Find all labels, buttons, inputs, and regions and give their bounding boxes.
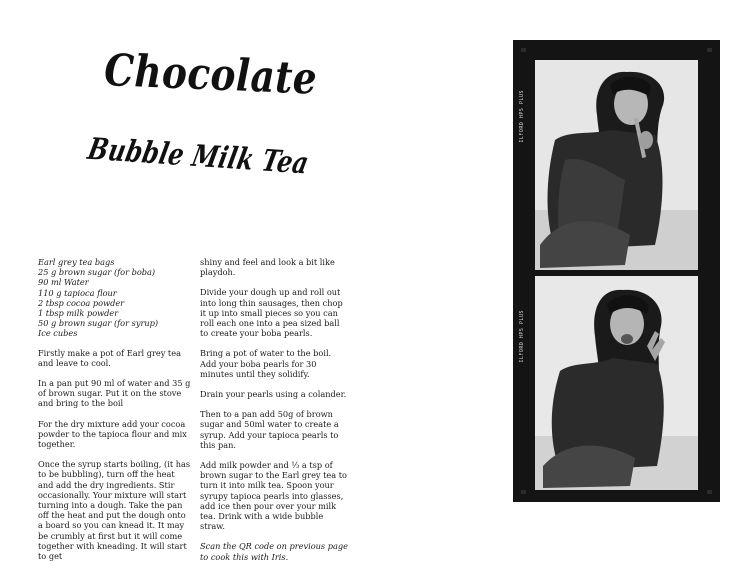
- ingredient-item: Earl grey tea bags: [38, 257, 115, 267]
- recipe-title-line2: Bubble Milk Tea: [84, 132, 312, 182]
- ingredient-item: 90 ml Water: [38, 277, 89, 288]
- method-paragraph: Divide your dough up and roll out into long thin sausages, then chop it up into small pieces so you can roll each one into a pea sized ball to create your boba pearls.: [200, 287, 343, 339]
- method-paragraph: For the dry mixture add your cocoa powder to the tapioca flour and mix together.: [38, 418, 187, 450]
- sprocket-hole: [521, 490, 526, 494]
- method-paragraph: Once the syrup starts boiling, (it has to be bubbling), turn off the heat and add the dry ingredients. Stir occasionally. Your mixture will start turning into a dough. Take the pan off the heat and put the dough onto a board so you can knead it. It may be crumbly at first but it will come together with kneading. It will start to get: [38, 459, 191, 562]
- sprocket-hole: [707, 490, 712, 494]
- method-paragraph: Add milk powder and ⅓ a tsp of brown sugar to the Earl grey tea to turn it into milk tea. Spoon your syrupy tapioca pearls into glasses, add ice then pour over your milk tea. Drink with a wide bubble straw.: [200, 460, 347, 532]
- photo-frame-1: [535, 60, 698, 270]
- method-paragraph: Drain your pearls using a colander.: [200, 389, 347, 400]
- closing-note: Scan the QR code on previous page to cook this with Iris.: [200, 541, 348, 562]
- ingredients-list: [38, 257, 192, 339]
- film-strip: [513, 40, 720, 502]
- ingredient-item: 110 g tapioca flour: [38, 287, 117, 298]
- ingredient-item: 50 g brown sugar (for syrup): [38, 318, 159, 329]
- ingredient-item: Ice cubes: [38, 328, 78, 339]
- method-paragraph: Firstly make a pot of Earl grey tea and leave to cool.: [38, 347, 181, 368]
- ingredient-item: 1 tbsp milk powder: [38, 308, 119, 319]
- method-paragraph: In a pan put 90 ml of water and 35 g of brown sugar. Put it on the stove and bring to the boil: [38, 378, 191, 409]
- portrait-photo-1: [535, 60, 698, 270]
- left-column: [38, 257, 192, 571]
- film-edge-label: ILFORD HP5 PLUS: [519, 90, 525, 143]
- photo-frame-2: [535, 276, 698, 490]
- right-column: [200, 257, 350, 572]
- method-paragraph: Then to a pan add 50g of brown sugar and 50ml water to create a syrup. Add your tapioca pearls to this pan.: [200, 409, 339, 450]
- sprocket-hole: [707, 48, 712, 52]
- ingredient-item: 25 g brown sugar (for boba): [38, 267, 156, 278]
- ingredient-item: 2 tbsp cocoa powder: [38, 297, 125, 308]
- sprocket-hole: [521, 48, 526, 52]
- method-paragraph: Bring a pot of water to the boil. Add your boba pearls for 30 minutes until they solidify.: [200, 348, 332, 379]
- recipe-title-line1: Chocolate: [103, 45, 318, 105]
- film-edge-label: ILFORD HP5 PLUS: [519, 310, 525, 363]
- method-paragraph: shiny and feel and look a bit like playdoh.: [200, 257, 335, 278]
- portrait-photo-2: [535, 276, 698, 490]
